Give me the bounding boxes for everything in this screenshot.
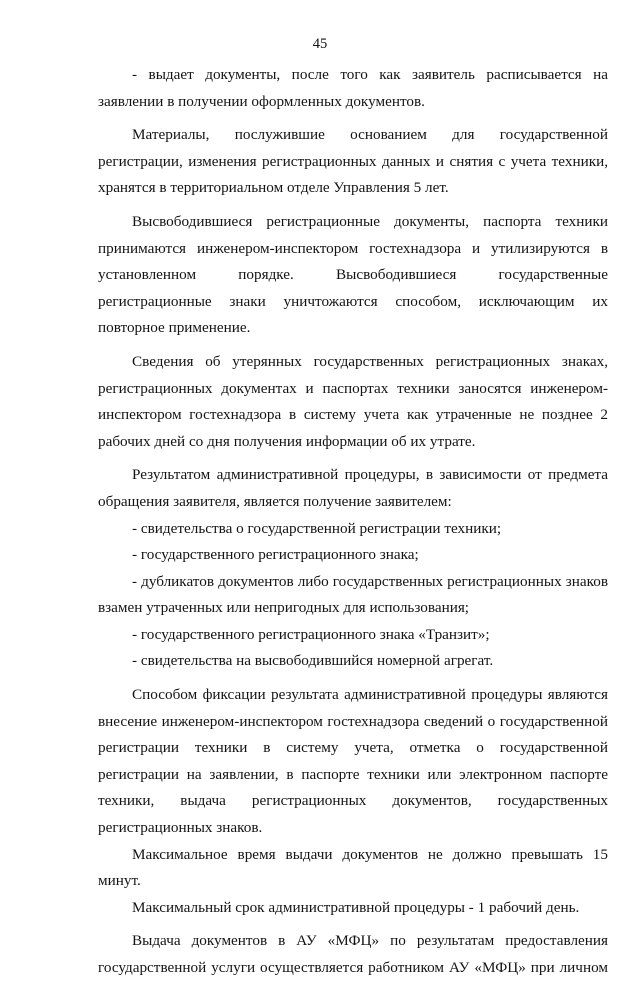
paragraph: Способом фиксации результата административной процедуры являются внесение инженером-инспектором гостехнадзора сведений о государственной регистрации техники в систему учета, отметка о государственной регистрации на заявлении, в паспорте техники или электронном паспорте техники, выдача регистрационных документов, государственных регистрационных знаков. (98, 686, 608, 837)
paragraph: Высвободившиеся регистрационные документы, паспорта техники принимаются инженером-инспектором гостехнадзора и утилизируются в установленном порядке. Высвободившиеся государственные регистрационные знаки уничтожаются способом, исключающим их повторное применение. (98, 212, 608, 337)
list-item: - свидетельства на высвободившийся номерной агрегат. (132, 652, 494, 670)
page-number: 45 (312, 36, 328, 52)
paragraph: Результатом административной процедуры, в зависимости от предмета обращения заявителя, является получение заявителем: (98, 466, 608, 510)
list-item: - государственного регистрационного знака; (132, 546, 419, 564)
document-body (98, 62, 608, 982)
paragraph: Максимальный срок административной процедуры - 1 рабочий день. (132, 898, 580, 916)
list-item: - дубликатов документов либо государственных регистрационных знаков взамен утраченных или непригодных для использования; (98, 572, 608, 617)
paragraph: Сведения об утерянных государственных регистрационных знаках, регистрационных документах и паспортах техники заносятся инженером-инспектором гостехнадзора в систему учета как утраченные не позднее 2 рабочих дней со дня получения информации об их утрате. (98, 352, 608, 450)
paragraph: Материалы, послужившие основанием для государственной регистрации, изменения регистрационных данных и снятия с учета техники, хранятся в территориальном отделе Управления 5 лет. (98, 126, 608, 197)
list-item: - государственного регистрационного знака «Транзит»; (132, 625, 490, 643)
paragraph: Максимальное время выдачи документов не должно превышать 15 минут. (98, 845, 608, 890)
list-item: - свидетельства о государственной регистрации техники; (132, 519, 502, 537)
paragraph: - выдает документы, после того как заявитель расписывается на заявлении в получении оформленных документов. (98, 66, 608, 110)
paragraph: Выдача документов в АУ «МФЦ» по результатам предоставления государственной услуги осуществляется работником АУ «МФЦ» при личном (98, 932, 608, 976)
